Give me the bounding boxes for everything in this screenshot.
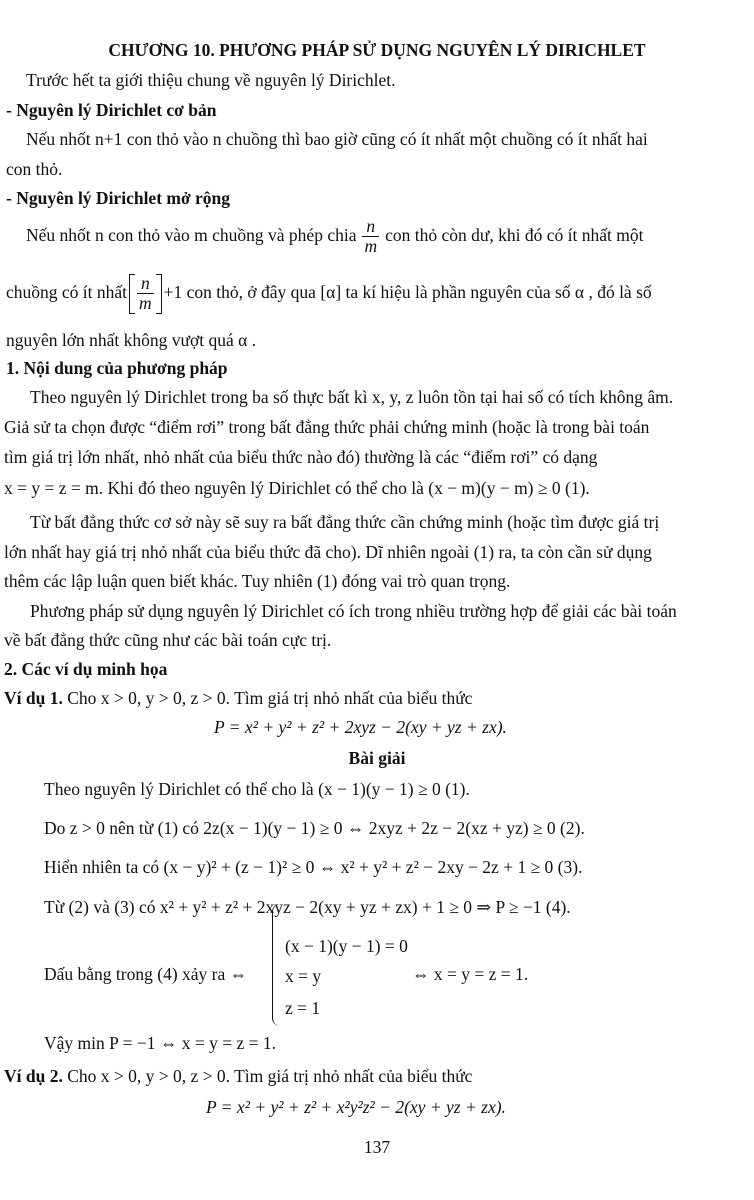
solution-step-4: Từ (2) và (3) có x² + y² + z² + 2xyz − 2(xy + yz + zx) + 1 ≥ 0 ⇒ P ≥ −1 (4).	[44, 897, 571, 917]
solution-step-1: Theo nguyên lý Dirichlet có thể cho là (x − 1)(y − 1) ≥ 0 (1).	[44, 779, 470, 799]
basic-principle-line-1: Nếu nhốt n+1 con thỏ vào n chuồng thì bao giờ cũng có ít nhất một chuồng có ít nhất hai	[26, 129, 648, 149]
solution-heading: Bài giải	[348, 748, 406, 768]
section-1-line-9: về bất đẳng thức cũng như các bài toán cực trị.	[4, 630, 332, 650]
system-equation-1: (x − 1)(y − 1) = 0	[285, 936, 408, 956]
equality-condition-label: Dấu bằng trong (4) xảy ra ⇔	[44, 964, 248, 984]
extended-principle-heading: - Nguyên lý Dirichlet mở rộng	[6, 188, 231, 208]
floor-fraction-numerator: n	[137, 274, 154, 294]
section-1-line-3: tìm giá trị lớn nhất, nhỏ nhất của biểu thức nào đó) thường là các “điểm rơi” có dạng	[4, 447, 598, 467]
section-1-line-6: lớn nhất hay giá trị nhỏ nhất của biểu thức đã cho). Dĩ nhiên ngoài (1) ra, ta còn cần sử dụng	[4, 542, 652, 562]
section-1-heading: 1. Nội dung của phương pháp	[6, 358, 228, 378]
example-1-text: Cho x > 0, y > 0, z > 0. Tìm giá trị nhỏ nhất của biểu thức	[62, 688, 473, 708]
section-1-line-1: Theo nguyên lý Dirichlet trong ba số thực bất kì x, y, z luôn tồn tại hai số có tích không âm.	[30, 387, 674, 407]
solution-step-2: Do z > 0 nên từ (1) có 2z(x − 1)(y − 1) ≥ 0 ⇔ 2xyz + 2z − 2(xz + yz) ≥ 0 (2).	[44, 818, 585, 838]
section-1-line-4: x = y = z = m. Khi đó theo nguyên lý Dirichlet có thể cho là (x − m)(y − m) ≥ 0 (1).	[4, 478, 590, 498]
extended-principle-line-2	[6, 274, 652, 314]
floor-fraction	[137, 274, 154, 314]
section-1-line-2: Giả sử ta chọn được “điểm rơi” trong bất đẳng thức phải chứng minh (hoặc là trong bài toán	[4, 417, 650, 437]
system-brace	[272, 904, 283, 1026]
extended-line-1-end: con thỏ còn dư, khi đó có ít nhất một	[385, 224, 644, 245]
example-2-label: Ví dụ 2.	[4, 1066, 63, 1086]
basic-principle-heading: - Nguyên lý Dirichlet cơ bản	[6, 100, 217, 120]
system-equation-3: z = 1	[285, 998, 321, 1018]
extended-line-1-start: Nếu nhốt n con thỏ vào m chuồng và phép chia	[26, 224, 357, 245]
extended-line-2-start: chuồng có ít nhất	[6, 281, 128, 302]
chapter-title: CHƯƠNG 10. PHƯƠNG PHÁP SỬ DỤNG NGUYÊN LÝ DIRICHLET	[108, 40, 646, 60]
floor-fraction-denominator: m	[139, 293, 152, 314]
section-1-line-8: Phương pháp sử dụng nguyên lý Dirichlet có ích trong nhiều trường hợp để giải các bài toán	[30, 601, 677, 621]
fraction-numerator: n	[362, 217, 379, 237]
extended-principle-line-1	[26, 217, 643, 257]
example-1-formula: P = x² + y² + z² + 2xyz − 2(xy + yz + zx).	[214, 717, 507, 737]
fraction-n-over-m	[362, 217, 379, 257]
intro-text: Trước hết ta giới thiệu chung về nguyên lý Dirichlet.	[26, 70, 396, 90]
extended-principle-line-3: nguyên lớn nhất không vượt quá α .	[6, 330, 257, 350]
section-1-line-5: Từ bất đẳng thức cơ sở này sẽ suy ra bất đẳng thức cần chứng minh (hoặc tìm được giá trị	[30, 512, 660, 532]
page-number: 137	[363, 1137, 391, 1157]
basic-principle-line-2: con thỏ.	[6, 159, 63, 179]
system-equation-2: x = y	[285, 966, 322, 986]
solution-step-3: Hiển nhiên ta có (x − y)² + (z − 1)² ≥ 0 ⇔ x² + y² + z² − 2xy − 2z + 1 ≥ 0 (3).	[44, 857, 583, 877]
extended-line-2-end: +1 con thỏ, ở đây qua [α] ta kí hiệu là phần nguyên của số α , đó là số	[163, 281, 652, 302]
section-1-line-7: thêm các lập luận quen biết khác. Tuy nhiên (1) đóng vai trò quan trọng.	[4, 571, 511, 591]
fraction-denominator: m	[364, 236, 378, 257]
solution-conclusion: Vậy min P = −1 ⇔ x = y = z = 1.	[44, 1033, 276, 1053]
example-2-text: Cho x > 0, y > 0, z > 0. Tìm giá trị nhỏ nhất của biểu thức	[62, 1066, 473, 1086]
example-1-statement	[4, 688, 472, 710]
equality-result: ⇔ x = y = z = 1.	[412, 964, 529, 984]
example-2-formula: P = x² + y² + z² + x²y²z² − 2(xy + yz + zx).	[206, 1097, 506, 1117]
section-2-heading: 2. Các ví dụ minh họa	[4, 659, 168, 679]
example-2-statement	[4, 1066, 472, 1088]
example-1-label: Ví dụ 1.	[4, 688, 63, 708]
floor-bracket	[129, 274, 162, 314]
